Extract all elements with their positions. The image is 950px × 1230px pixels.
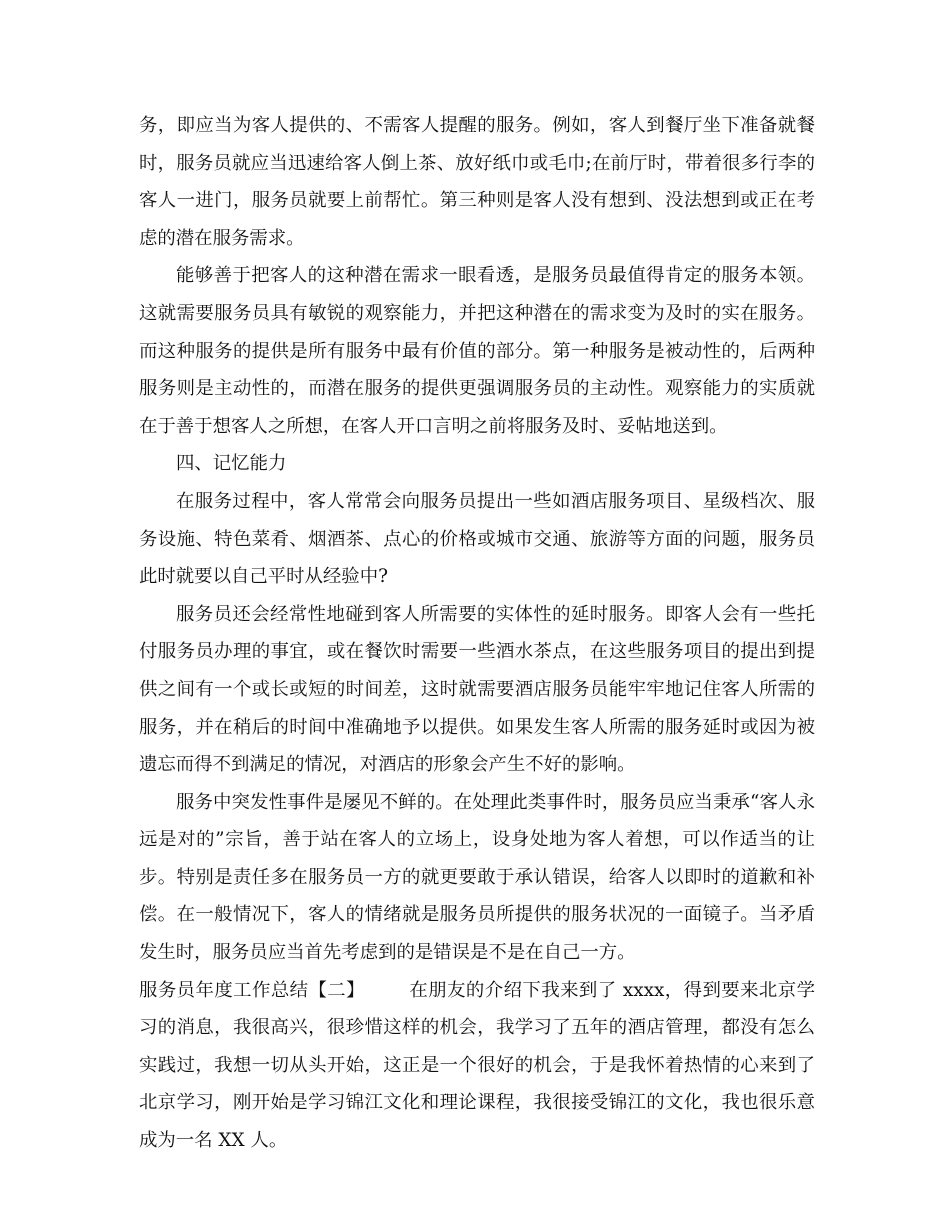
section-paragraph bbox=[139, 972, 815, 1160]
paragraph-4: 服务员还会经常性地碰到客人所需要的实体性的延时服务。即客人会有一些托付服务员办理的事宜，或在餐饮时需要一些酒水茶点，在这些服务项目的提出到提供之间有一个或长或短的时间差，这时就需要酒店服务员能牢牢地记住客人所需的服务，并在稍后的时间中准确地予以提供。如果发生客人所需的服务延时或因为被遗忘而得不到满足的情况，对酒店的形象会产生不好的影响。 bbox=[139, 603, 815, 776]
paragraph-3: 在服务过程中，客人常常会向服务员提出一些如酒店服务项目、星级档次、服务设施、特色菜肴、烟酒茶、点心的价格或城市交通、旅游等方面的问题，服务员此时就要以自己平时从经验中? bbox=[139, 490, 815, 588]
document-page bbox=[139, 107, 815, 1160]
heading-memory-ability: 四、记忆能力 bbox=[176, 453, 287, 475]
paragraph-5: 服务中突发性事件是屡见不鲜的。在处理此类事件时，服务员应当秉承“客人永远是对的”宗旨，善于站在客人的立场上，设身处地为客人着想，可以作适当的让步。特别是责任多在服务员一方的就更要敢于承认错误，给客人以即时的道歉和补偿。在一般情况下，客人的情绪就是服务员所提供的服务状况的一面镜子。当矛盾发生时，服务员应当首先考虑到的是错误是不是在自己一方。 bbox=[139, 791, 815, 964]
paragraph-2: 能够善于把客人的这种潜在需求一眼看透，是服务员最值得肯定的服务本领。这就需要服务员具有敏锐的观察能力，并把这种潜在的需求变为及时的实在服务。而这种服务的提供是所有服务中最有价值的部分。第一种服务是被动性的，后两种服务则是主动性的，而潜在服务的提供更强调服务员的主动性。观察能力的实质就在于善于想客人之所想，在客人开口言明之前将服务及时、妥帖地送到。 bbox=[139, 265, 815, 437]
paragraph-6: 在朋友的介绍下我来到了 xxxx，得到要来北京学习的消息，我很高兴，很珍惜这样的机会，我学习了五年的酒店管理，都没有怎么实践过，我想一切从头开始，这正是一个很好的机会，于是我怀着热情的心来到了北京学习，刚开始是学习锦江文化和理论课程，我很接受锦江的文化，我也很乐意成为一名 XX 人。 bbox=[139, 979, 815, 1152]
paragraph-1: 务，即应当为客人提供的、不需客人提醒的服务。例如，客人到餐厅坐下准备就餐时，服务员就应当迅速给客人倒上茶、放好纸巾或毛巾;在前厅时，带着很多行李的客人一进门，服务员就要上前帮忙。第三种则是客人没有想到、没法想到或正在考虑的潜在服务需求。 bbox=[139, 115, 815, 249]
section-title: 服务员年度工作总结【二】 bbox=[139, 979, 365, 1001]
